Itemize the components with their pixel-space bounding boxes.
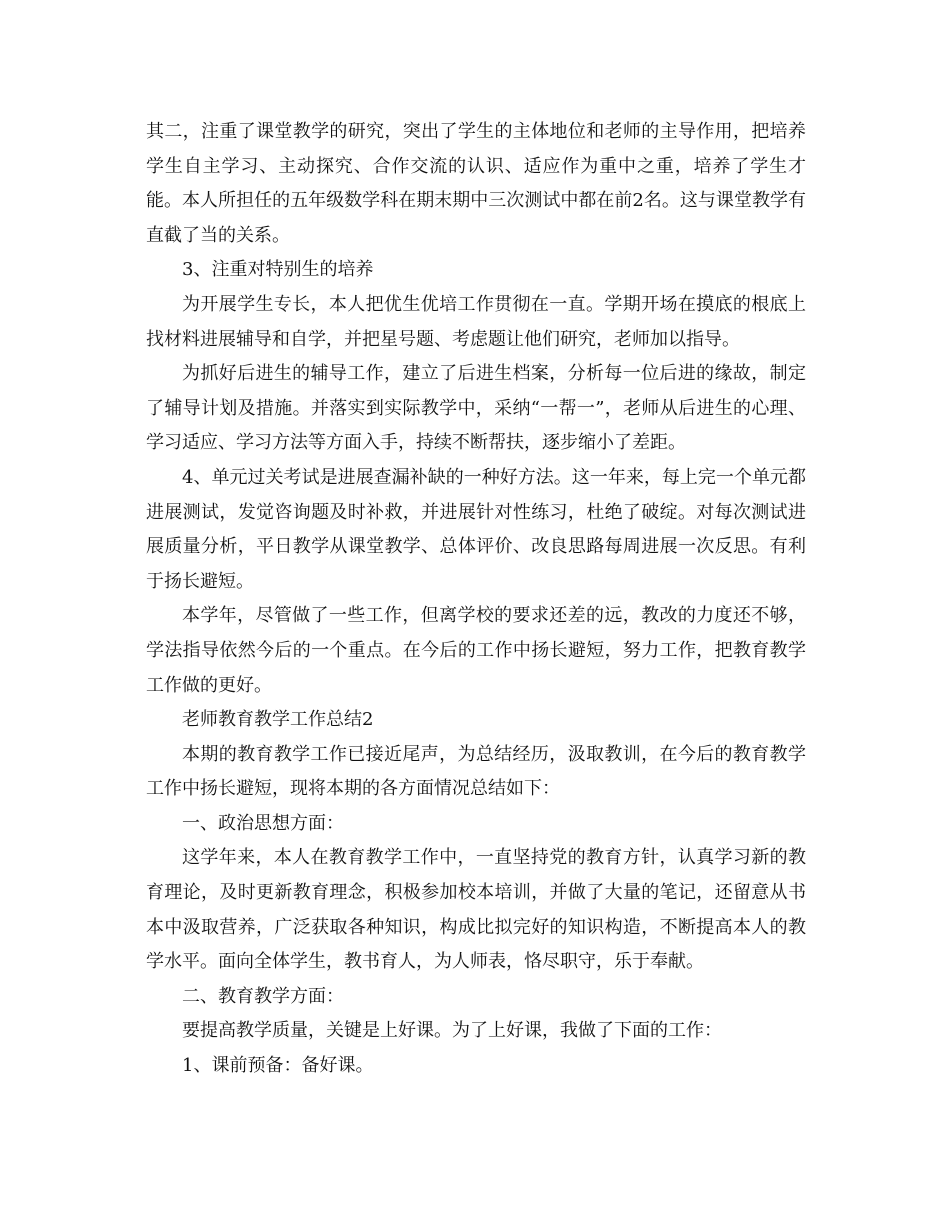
- paragraph: 其二，注重了课堂教学的研究，突出了学生的主体地位和老师的主导作用，把培养学生自主学习、主动探究、合作交流的认识、适应作为重中之重，培养了学生才能。本人所担任的五年级数学科在期末期中三次测试中都在前2名。这与课堂教学有直截了当的关系。: [146, 121, 806, 246]
- section-heading-teaching: 二、教育教学方面：: [182, 985, 344, 1007]
- paragraph: 要提高教学质量，关键是上好课。为了上好课，我做了下面的工作：: [182, 1020, 722, 1042]
- list-item-lesson-prep: 1、课前预备：备好课。: [182, 1055, 374, 1077]
- paragraph: 本期的教育教学工作已接近尾声，为总结经历，汲取教训，在今后的教育教学工作中扬长避短，现将本期的各方面情况总结如下：: [146, 743, 806, 800]
- paragraph: 为开展学生专长，本人把优生优培工作贯彻在一直。学期开场在摸底的根底上找材料进展辅导和自学，并把星号题、考虑题让他们研究，老师加以指导。: [146, 293, 806, 350]
- document-body: [146, 115, 806, 1084]
- document-subtitle: 老师教育教学工作总结2: [182, 709, 374, 731]
- paragraph: 为抓好后进生的辅导工作，建立了后进生档案，分析每一位后进的缘故，制定了辅导计划及措施。并落实到实际教学中，采纳“一帮一”，老师从后进生的心理、学习适应、学习方法等方面入手，持续不断帮扶，逐步缩小了差距。: [146, 363, 806, 454]
- section-heading-special-students: 3、注重对特别生的培养: [182, 259, 374, 281]
- paragraph: 这学年来，本人在教育教学工作中，一直坚持党的教育方针，认真学习新的教育理论，及时更新教育理念，积极参加校本培训，并做了大量的笔记，还留意从书本中汲取营养，广泛获取各种知识，构成比拟完好的知识构造，不断提高本人的教学水平。面向全体学生，教书育人，为人师表，恪尽职守，乐于奉献。: [146, 847, 806, 973]
- section-heading-political: 一、政治思想方面：: [182, 812, 344, 834]
- paragraph: 本学年，尽管做了一些工作，但离学校的要求还差的远，教改的力度还不够，学法指导依然今后的一个重点。在今后的工作中扬长避短，努力工作，把教育教学工作做的更好。: [146, 605, 806, 696]
- paragraph: 4、单元过关考试是进展查漏补缺的一种好方法。这一年来，每上完一个单元都进展测试，发觉咨询题及时补救，并进展针对性练习，杜绝了破绽。对每次测试进展质量分析，平日教学从课堂教学、总体评价、改良思路每周进展一次反思。有利于扬长避短。: [146, 466, 806, 592]
